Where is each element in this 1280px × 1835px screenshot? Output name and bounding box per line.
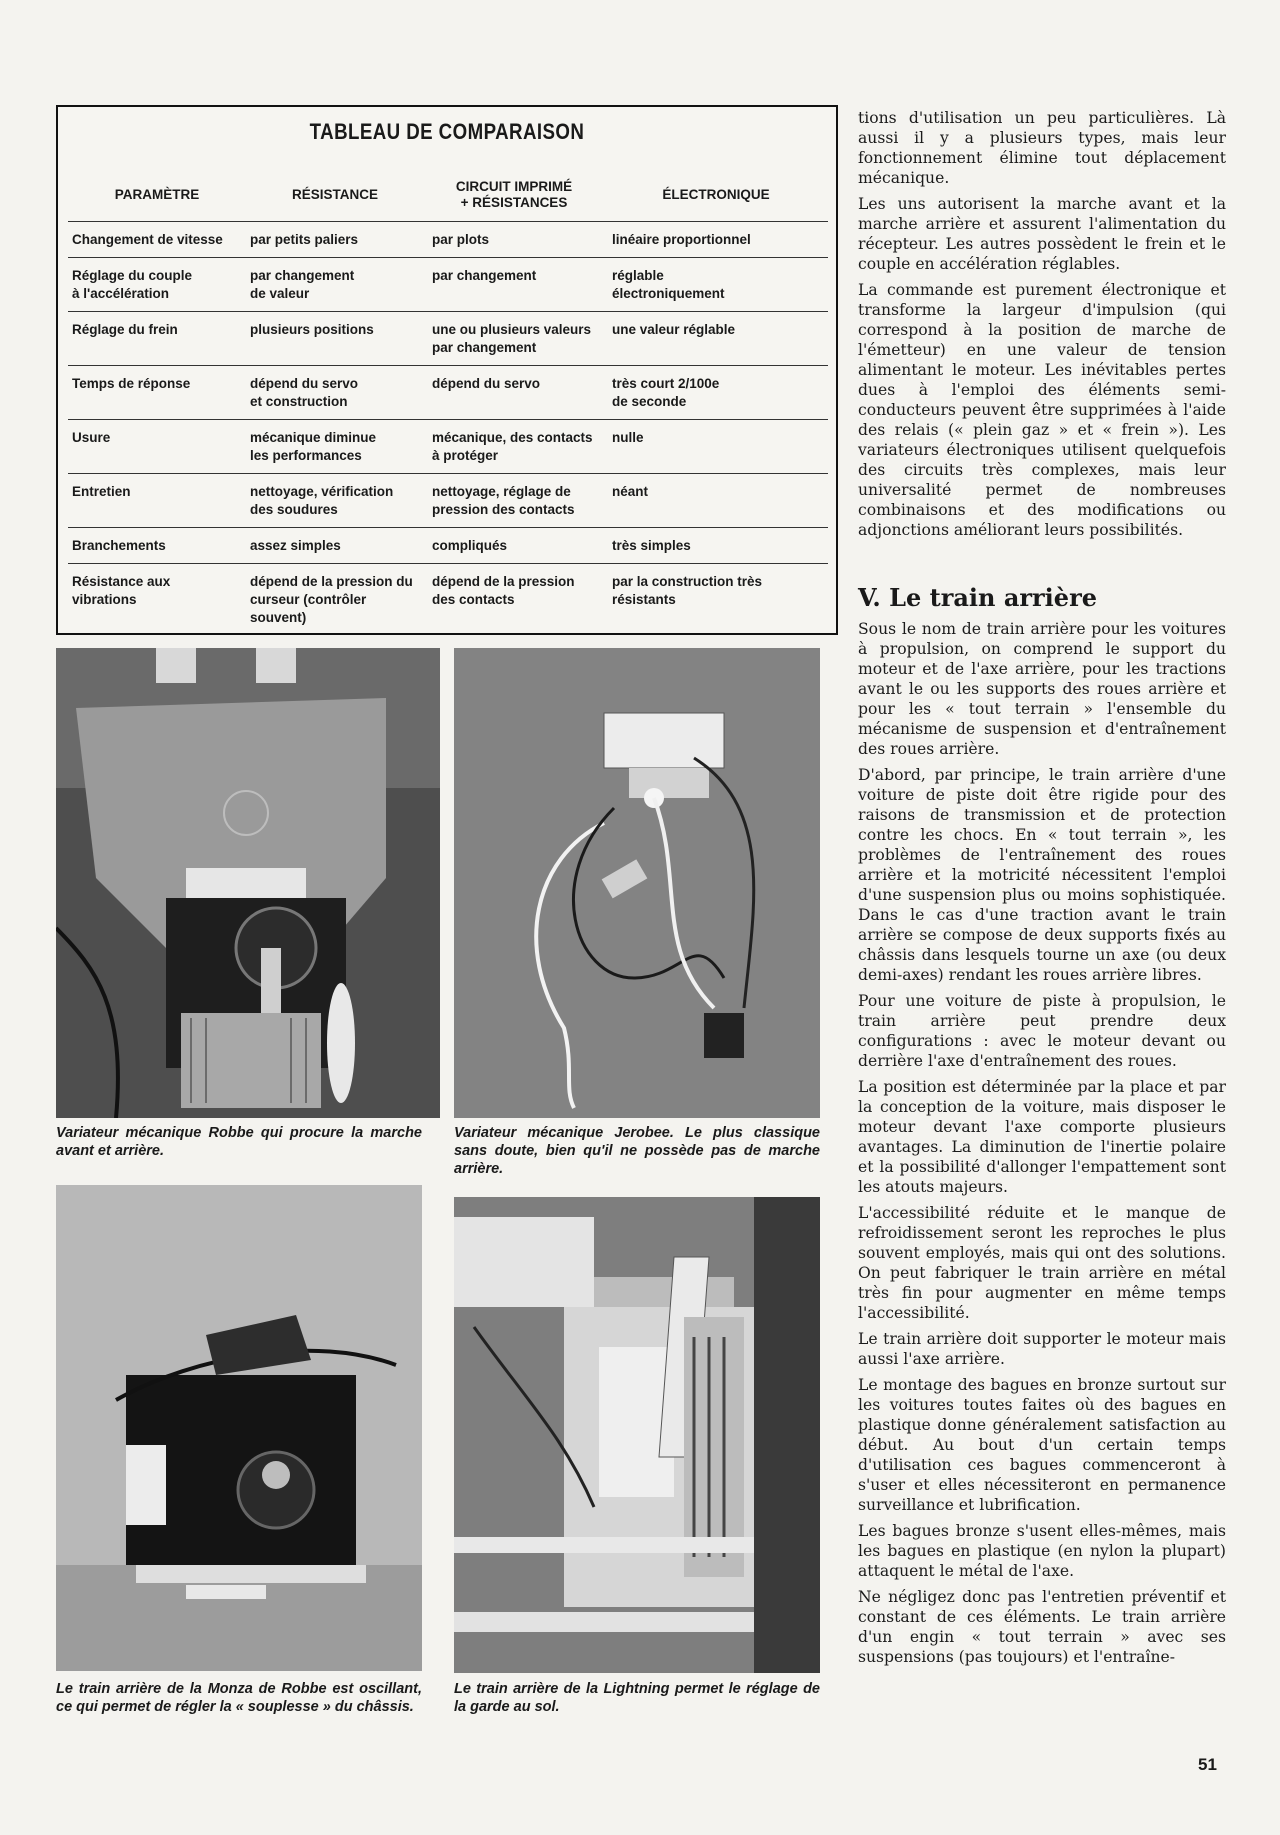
- table-cell: par la construction très résistants: [604, 564, 828, 636]
- paragraph: La commande est purement électronique et transforme la largeur d'impulsion (qui correspond à la position de marche de l'émetteur) en une valeur de tension alimentant le moteur. Les inévitables pertes dues à l'emploi des éléments semi-conducteurs peuvent être supprimées à l'aide des relais (« plein gaz » et « frein »). Les variateurs électroniques utilisent quelquefois des circuits très complexes, mais leur universalité permet de nombreuses combinaisons et des modifications ou adjonctions améliorant leurs possibilités.: [858, 281, 1226, 539]
- paragraph: D'abord, par principe, le train arrière d'une voiture de piste doit être rigide pour des raisons de transmission et de protection contre les chocs. En « tout terrain », les problèmes de l'entraînement des roues arrière et la motricité nécessitent l'emploi d'une suspension plus ou moins sophistiquée. Dans le cas d'une traction avant le train arrière se compose de deux supports fixés au châssis dans lesquels tourne un axe (ou deux demi-axes) rendant les roues arrière libres.: [858, 766, 1226, 984]
- table-cell: Branchements: [68, 528, 246, 564]
- table-cell: plusieurs positions: [246, 312, 424, 366]
- table-cell: nulle: [604, 420, 828, 474]
- table-cell: Changement de vitesse: [68, 222, 246, 258]
- section-heading: V. Le train arrière: [858, 583, 1097, 612]
- comparison-table-box: [56, 105, 838, 635]
- table-header-cell: PARAMÈTRE: [114, 187, 200, 202]
- paragraph: L'accessibilité réduite et le manque de refroidissement seront les reproches le plus souvent employés, mais qui ont des solutions. On peut fabriquer le train arrière en métal très fin pour augmenter en même temps l'accessibilité.: [858, 1204, 1226, 1322]
- paragraph: Pour une voiture de piste à propulsion, le train arrière peut prendre deux configurations : avec le moteur devant ou derrière l'axe d'entraînement des roues.: [858, 992, 1226, 1070]
- table-cell: néant: [604, 474, 828, 528]
- table-cell: linéaire proportionnel: [604, 222, 828, 258]
- caption-photo3: Le train arrière de la Monza de Robbe est oscillant, ce qui permet de régler la « souplesse » du châssis.: [56, 1681, 422, 1715]
- table-row: [68, 564, 828, 636]
- table-row: [68, 366, 828, 420]
- caption-photo4: Le train arrière de la Lightning permet le réglage de la garde au sol.: [454, 1681, 820, 1715]
- paragraph: Le montage des bagues en bronze surtout sur les voitures toutes faites où des bagues en plastique donne généralement satisfaction au début. Au bout d'un certain temps d'utilisation ces bagues commenceront à s'user et elles nécessiteront en permanence surveillance et lubrification.: [858, 1376, 1226, 1514]
- photo-jerobee-variateur: [454, 648, 820, 1118]
- comparison-table: [68, 169, 828, 635]
- table-header-row: [68, 169, 828, 222]
- table-cell: dépend de la pression du curseur (contrôler souvent): [246, 564, 424, 636]
- paragraph: tions d'utilisation un peu particulières. Là aussi il y a plusieurs types, mais leur fonctionnement élimine tout déplacement mécanique.: [858, 109, 1226, 187]
- table-cell: Usure: [68, 420, 246, 474]
- page-number: 51: [1198, 1755, 1217, 1774]
- table-row: [68, 528, 828, 564]
- paragraph: Les bagues bronze s'usent elles-mêmes, mais les bagues en plastique (en nylon la plupart) attaquent le métal de l'axe.: [858, 1522, 1226, 1580]
- photo-robbe-variateur: [56, 648, 440, 1118]
- table-row: [68, 474, 828, 528]
- table-cell: mécanique, des contacts à protéger: [424, 420, 604, 474]
- body-text: [858, 619, 1226, 1673]
- table-row: [68, 258, 828, 312]
- table-cell: Entretien: [68, 474, 246, 528]
- table-cell: nettoyage, réglage de pression des contacts: [424, 474, 604, 528]
- table-header-cell: RÉSISTANCE: [291, 187, 378, 202]
- photo-lightning: [454, 1197, 820, 1673]
- table-cell: Temps de réponse: [68, 366, 246, 420]
- table-cell: une ou plusieurs valeurs par changement: [424, 312, 604, 366]
- table-cell: par changement de valeur: [246, 258, 424, 312]
- table-cell: Résistance aux vibrations: [68, 564, 246, 636]
- table-cell: très court 2/100e de seconde: [604, 366, 828, 420]
- table-cell: Réglage du frein: [68, 312, 246, 366]
- paragraph: La position est déterminée par la place et par la conception de la voiture, mais disposer le moteur devant l'axe comporte plusieurs avantages. La diminution de l'inertie polaire et la possibilité d'allonger l'empattement sont les atouts majeurs.: [858, 1078, 1226, 1196]
- table-cell: dépend du servo: [424, 366, 604, 420]
- table-cell: mécanique diminue les performances: [246, 420, 424, 474]
- table-cell: dépend du servo et construction: [246, 366, 424, 420]
- table-cell: par changement: [424, 258, 604, 312]
- caption-photo2: Variateur mécanique Jerobee. Le plus classique sans doute, bien qu'il ne possède pas de marche arrière.: [454, 1125, 820, 1177]
- paragraph: Sous le nom de train arrière pour les voitures à propulsion, on comprend le support du moteur et de l'axe arrière, pour les tractions avant le ou les supports des roues arrière et pour les « tout terrain » l'ensemble du mécanisme de suspension et d'entraînement des roues arrière.: [858, 620, 1226, 758]
- table-cell: nettoyage, vérification des soudures: [246, 474, 424, 528]
- table-cell: très simples: [604, 528, 828, 564]
- table-header-cell: ÉLECTRONIQUE: [662, 187, 770, 202]
- table-row: [68, 222, 828, 258]
- table-cell: compliqués: [424, 528, 604, 564]
- table-cell: assez simples: [246, 528, 424, 564]
- table-cell: Réglage du couple à l'accélération: [68, 258, 246, 312]
- paragraph: Ne négligez donc pas l'entretien préventif et constant de ces éléments. Le train arrière d'un engin « tout terrain » avec ses suspensions (pas toujours) et l'entraîne-: [858, 1588, 1226, 1666]
- table-header-cell: CIRCUIT IMPRIMÉ + RÉSISTANCES: [455, 179, 573, 210]
- caption-photo1: Variateur mécanique Robbe qui procure la marche avant et arrière.: [56, 1125, 422, 1159]
- table-row: [68, 312, 828, 366]
- photo-monza-robbe: [56, 1185, 422, 1671]
- table-cell: une valeur réglable: [604, 312, 828, 366]
- table-cell: par plots: [424, 222, 604, 258]
- table-cell: par petits paliers: [246, 222, 424, 258]
- paragraph: Les uns autorisent la marche avant et la marche arrière et assurent l'alimentation du récepteur. Les autres possèdent le frein et le couple en accélération réglables.: [858, 195, 1226, 273]
- table-cell: dépend de la pression des contacts: [424, 564, 604, 636]
- intro-text: [858, 108, 1226, 546]
- table-title: TABLEAU DE COMPARAISON: [309, 119, 585, 144]
- table-row: [68, 420, 828, 474]
- paragraph: Le train arrière doit supporter le moteur mais aussi l'axe arrière.: [858, 1330, 1226, 1368]
- table-cell: réglable électroniquement: [604, 258, 828, 312]
